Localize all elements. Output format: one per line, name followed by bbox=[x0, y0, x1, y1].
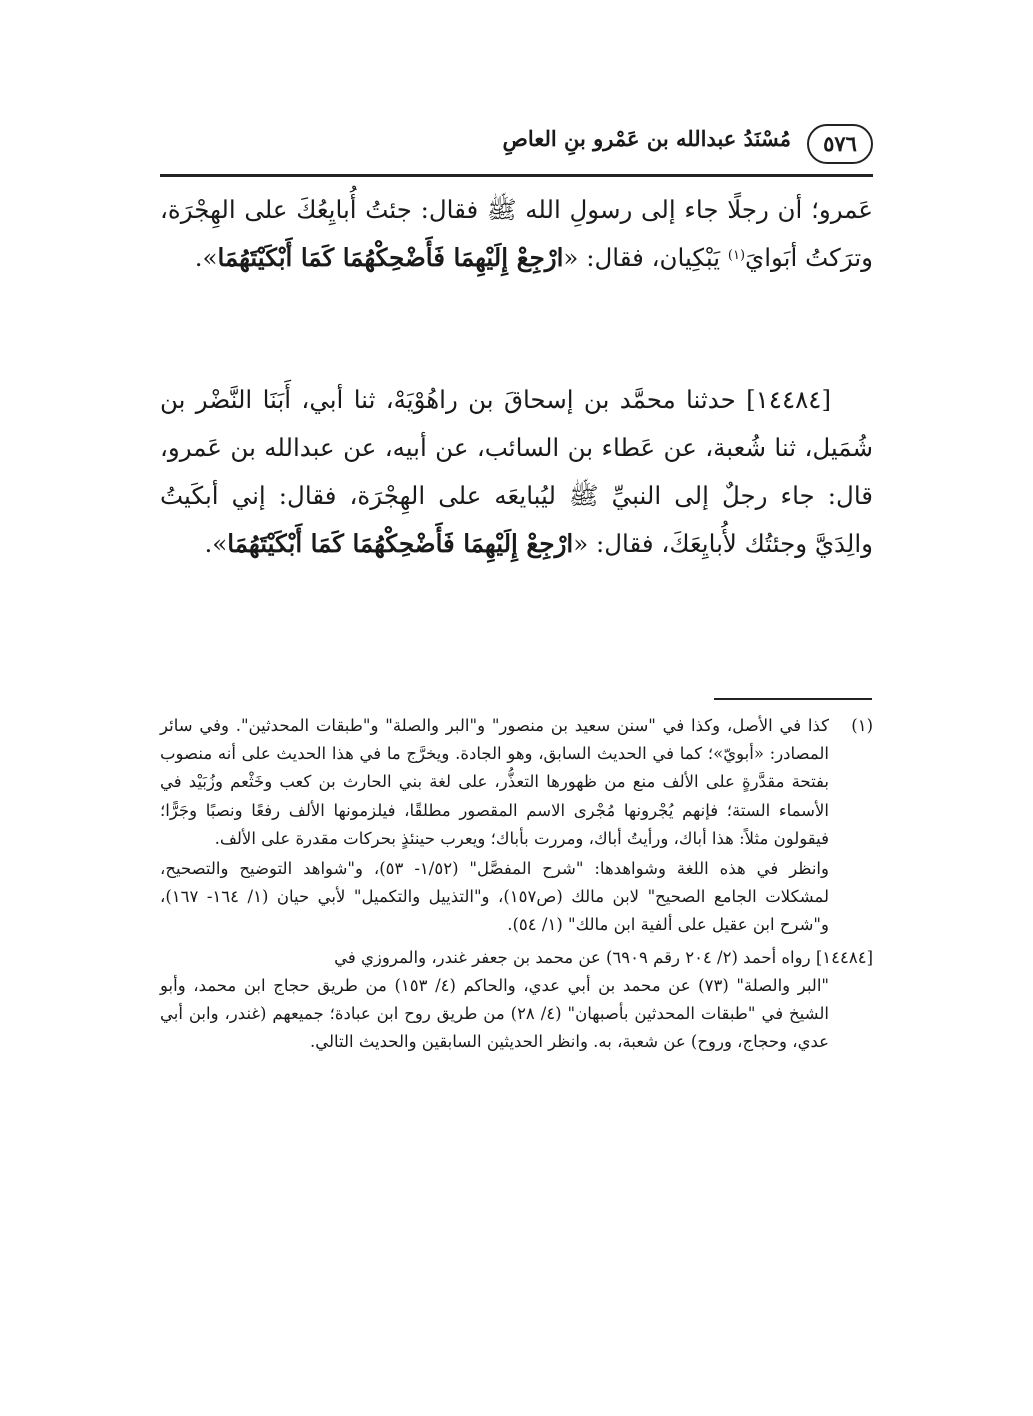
hadith-quote-2: ارْجِعْ إِلَيْهِمَا فَأَضْحِكْهُمَا كَمَا أَبْكَيْتَهُمَا bbox=[227, 529, 574, 558]
footnotes bbox=[160, 712, 873, 1056]
paragraph-1-text-a: عَمرو؛ أن رجلًا جاء إلى رسولِ الله ﷺ فقال: جئتُ أُبايِعُكَ على الهِجْرَة، وترَكتُ أبَوايَ bbox=[160, 195, 873, 272]
page-header bbox=[160, 124, 873, 164]
footnote-divider bbox=[714, 698, 872, 700]
paragraph-1 bbox=[160, 186, 873, 282]
header-divider bbox=[160, 174, 873, 177]
hadith-quote-1: ارْجِعْ إِلَيْهِمَا فَأَضْحِكْهُمَا كَمَا أَبْكَيْتَهُمَا bbox=[217, 243, 564, 272]
footnote-1-number: (١) bbox=[851, 716, 873, 735]
paragraph-2-text-b: ». bbox=[204, 529, 228, 558]
page-number: ٥٧٦ bbox=[807, 124, 873, 164]
footnote-2-first-line bbox=[160, 944, 873, 972]
footnote-2-number: [١٤٤٨٤] bbox=[815, 947, 873, 967]
footnote-1-text: كذا في الأصل، وكذا في "سنن سعيد بن منصور" و"البر والصلة" و"طبقات المحدثين". وفي سائر المصادر: «أبويّ»؛ كما في الحديث السابق، وهو الجادة. ويخرَّج ما في هذا الحديث على أنه منصوب بفتحة مقدَّرةٍ على الألف منع من ظهورها التعذُّر، على لغة بني الحارث بن كعب وخَثْعم وزُبَيْد في الأسماء الستة؛ فإنهم يُجْرونها مُجْرى الاسم المقصور مطلقًا، فيلزمونها الألف رفعًا ونصبًا وجَرًّا؛ فيقولون مثلاً: هذا أباك، ورأيتُ أباك، ومررت بأباك؛ ويعرب حينئذٍ بحركات مقدرة على الألف. bbox=[160, 716, 829, 848]
footnote-ref-1[interactable]: (١) bbox=[727, 248, 746, 263]
footnote-2-text-b: "البر والصلة" (٧٣) عن محمد بن أبي عدي، والحاكم (٤/ ١٥٣) من طريق حجاج ابن محمد، وأبو الشيخ في "طبقات المحدثين بأصبهان" (٤/ ٢٨) من طريق روح ابن عبادة؛ جميعهم (غندر، وابن أبي عدي، وحجاج، وروح) عن شعبة، به. وانظر الحديثين السابقين والحديث التالي. bbox=[160, 975, 830, 1052]
footnote-2 bbox=[160, 944, 873, 1057]
footnote-1 bbox=[160, 712, 873, 940]
paragraph-2-text-a: [١٤٤٨٤] حدثنا محمَّد بن إسحاقَ بن راهُوْيَهْ، ثنا أبي، أَبَنَا النَّضْر بن شُمَيل، ثنا شُعبة، عن عَطاء بن السائب، عن أبيه، عن عبدالله بن عَمرو، قال: جاء رجلٌ إلى النبيِّ ﷺ ليُبايعَه على الهِجْرَة، فقال: إني أبكَيتُ والِدَيَّ وجئتُك لأُبايِعَكَ، فقال: « bbox=[160, 385, 873, 558]
footnote-2-text-a: رواه أحمد (٢/ ٢٠٤ رقم ٦٩٠٩) عن محمد بن جعفر غندر، والمروزي في bbox=[334, 947, 816, 967]
paragraph-2 bbox=[160, 376, 873, 568]
paragraph-1-text-c: ». bbox=[194, 243, 218, 272]
footnote-1-sources: وانظر في هذه اللغة وشواهدها: "شرح المفصَّل" (١/٥٢- ٥٣)، و"شواهد التوضيح والتصحيح، لمشكلات الجامع الصحيح" لابن مالك (ص١٥٧)، و"التذييل والتكميل" لأبي حيان (١/ ١٦٤- ١٦٧)، و"شرح ابن عقيل على ألفية ابن مالك" (١/ ٥٤). bbox=[160, 859, 830, 935]
running-title: مُسْنَدُ عبدالله بن عَمْرو بنِ العاصِ bbox=[502, 126, 791, 151]
paragraph-1-text-b: يَبْكِيان، فقال: « bbox=[563, 243, 728, 272]
